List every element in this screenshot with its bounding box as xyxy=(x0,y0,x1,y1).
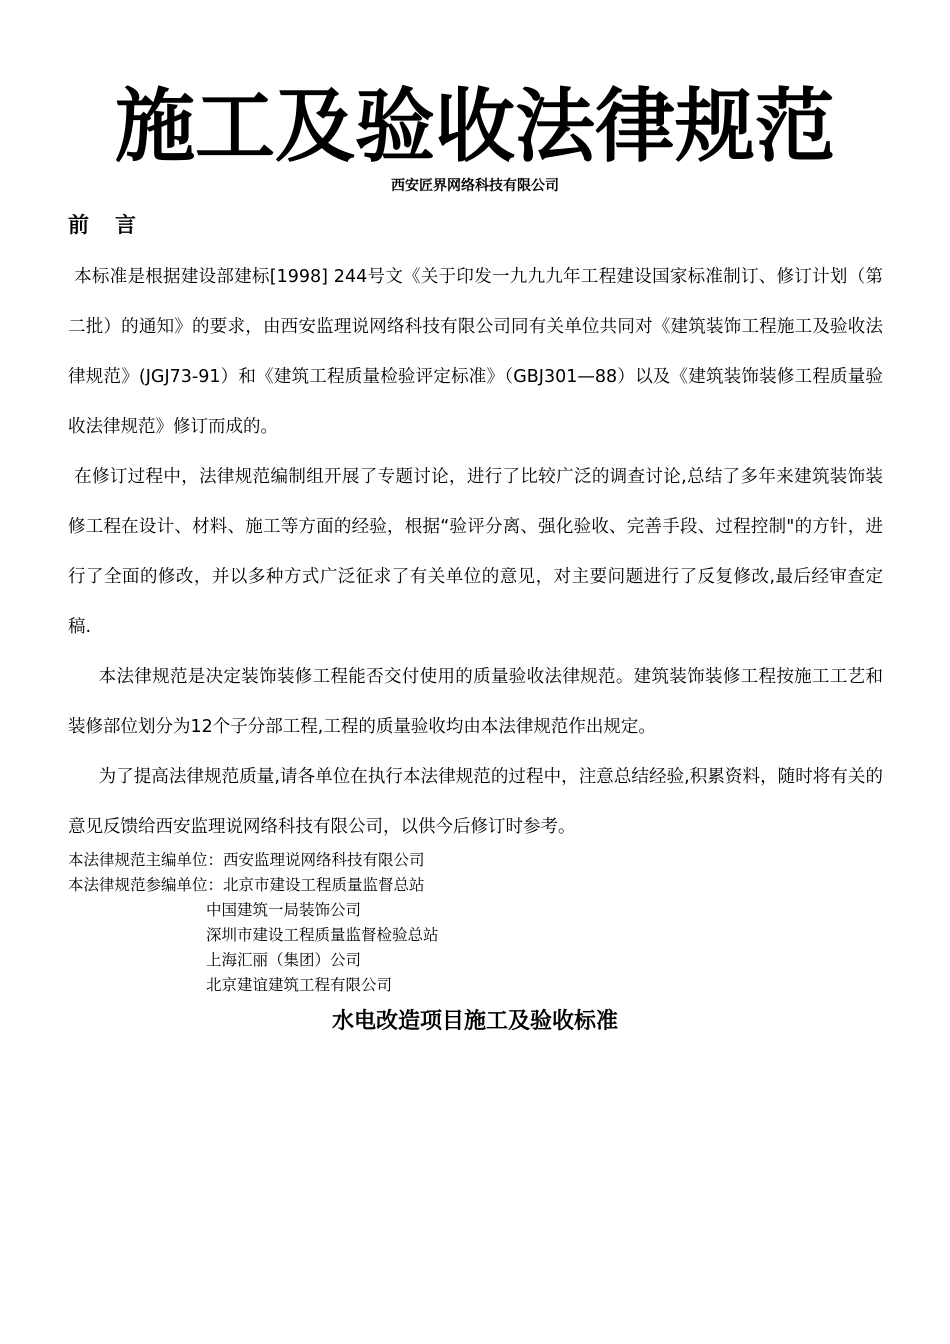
paragraph: 本标准是根据建设部建标[1998] 244号文《关于印发一九九九年工程建设国家标准制订、修订计划（第二批）的通知》的要求，由西安监理说网络科技有限公司同有关单位共同对《建筑装饰工程施工及验收法律规范》(JGJ73-91）和《建筑工程质量检验评定标准》（GBJ301—88）以及《建筑装饰装修工程质量验收法律规范》修订而成的。 xyxy=(68,267,883,437)
section-heading-char-1: 前 xyxy=(68,213,89,237)
foreword-body xyxy=(68,252,883,852)
co-editor-unit: 上海汇丽（集团）公司 xyxy=(206,951,362,969)
paragraph: 本法律规范是决定装饰装修工程能否交付使用的质量验收法律规范。建筑装饰装修工程按施工工艺和装修部位划分为12个子分部工程,工程的质量验收均由本法律规范作出规定。 xyxy=(68,667,883,737)
co-editor-label: 本法律规范参编单位： xyxy=(68,876,224,894)
section-heading-foreword xyxy=(68,211,136,239)
chief-editor-unit: 西安监理说网络科技有限公司 xyxy=(223,851,425,869)
chief-editor-row xyxy=(68,848,668,873)
co-editor-unit: 北京建谊建筑工程有限公司 xyxy=(206,976,393,994)
paragraph: 在修订过程中，法律规范编制组开展了专题讨论，进行了比较广泛的调查讨论,总结了多年来建筑装饰装修工程在设计、材料、施工等方面的经验，根据“验评分离、强化验收、完善手段、过程控制"的方针，进行了全面的修改，并以多种方式广泛征求了有关单位的意见，对主要问题进行了反复修改,最后经审查定稿. xyxy=(68,467,883,637)
section-title-plumbing-electrical: 水电改造项目施工及验收标准 xyxy=(331,1009,618,1034)
co-editor-row xyxy=(68,873,668,898)
paragraph: 为了提高法律规范质量,请各单位在执行本法律规范的过程中，注意总结经验,积累资料，随时将有关的意见反馈给西安监理说网络科技有限公司，以供今后修订时参考。 xyxy=(68,767,883,837)
editing-units xyxy=(68,848,668,998)
co-editor-unit: 北京市建设工程质量监督总站 xyxy=(223,876,425,894)
chief-editor-label: 本法律规范主编单位： xyxy=(68,851,224,869)
document-title: 施工及验收法律规范 xyxy=(115,79,835,173)
co-editor-unit: 中国建筑一局装饰公司 xyxy=(206,901,362,919)
co-editor-unit: 深圳市建设工程质量监督检验总站 xyxy=(206,926,439,944)
document-subtitle: 西安匠界网络科技有限公司 xyxy=(391,178,559,194)
section-heading-char-2: 言 xyxy=(115,213,136,237)
